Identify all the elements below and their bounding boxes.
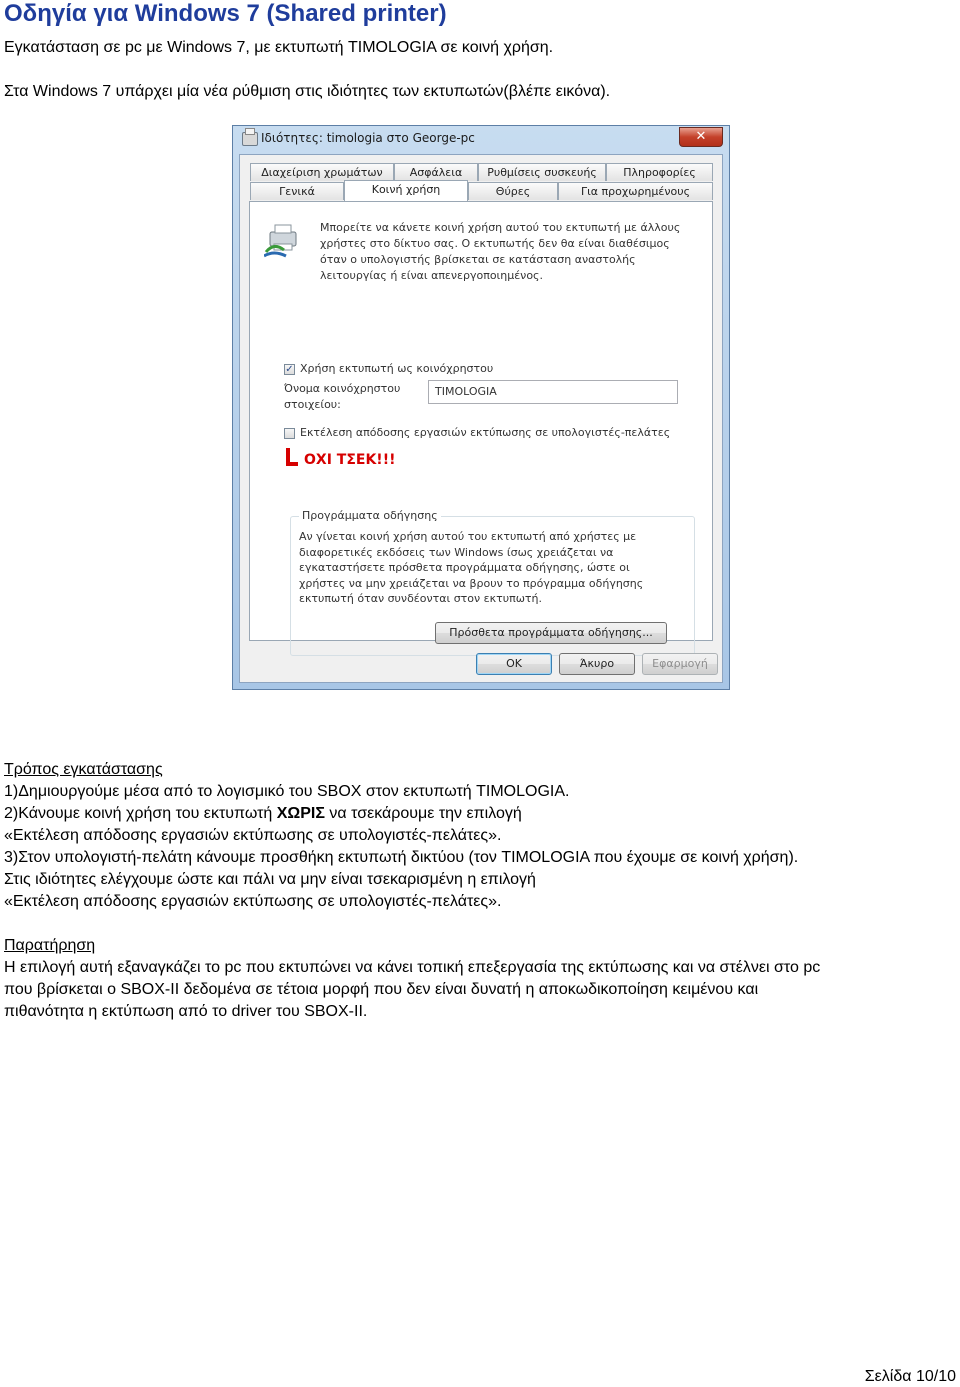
install-heading: Τρόπος εγκατάστασης	[4, 761, 163, 778]
sharing-info-text	[320, 220, 680, 284]
red-l-mark-icon	[286, 448, 290, 466]
document-title: Οδηγία για Windows 7 (Shared printer)	[4, 0, 447, 27]
apply-button[interactable]: Εφαρμογή	[642, 653, 718, 675]
note-heading: Παρατήρηση	[4, 937, 96, 954]
step-3: 3)Στον υπολογιστή-πελάτη κάνουμε προσθήκη εκτυπωτή δικτύου (τον TIMOLOGIA που έχουμε σε κοινή χρήση).	[4, 849, 799, 866]
step-1: 1)Δημιουργούμε μέσα από το λογισμικό του SBOX στον εκτυπωτή TIMOLOGIA.	[4, 783, 570, 800]
drivers-text	[299, 529, 643, 607]
tab-security[interactable]: Ασφάλεια	[394, 163, 478, 181]
intro-line-2: Στα Windows 7 υπάρχει μία νέα ρύθμιση στις ιδιότητες των εκτυπωτών(βλέπε εικόνα).	[4, 83, 611, 100]
no-check-annotation: ΟΧΙ ΤΣΕΚ!!!	[304, 452, 396, 468]
ok-button[interactable]: OK	[476, 653, 552, 675]
additional-drivers-button[interactable]: Πρόσθετα προγράμματα οδήγησης...	[435, 622, 667, 644]
step-2-option: «Εκτέλεση απόδοσης εργασιών εκτύπωσης σε υπολογιστές-πελάτες».	[4, 827, 502, 844]
tab-ports[interactable]: Θύρες	[468, 182, 558, 200]
drivers-group	[290, 509, 695, 656]
dialog-title: Ιδιότητες: timologia στο George-pc	[261, 131, 475, 145]
tab-color-management[interactable]: Διαχείριση χρωμάτων	[250, 163, 394, 181]
share-printer-checkbox[interactable]: ✓	[285, 364, 294, 375]
share-name-label-2: στοιχείου:	[284, 398, 341, 411]
close-button[interactable]: ✕	[679, 127, 723, 147]
sharing-info-line: όταν ο υπολογιστής βρίσκεται σε κατάσταση αναστολής	[320, 253, 636, 266]
printer-icon	[242, 132, 258, 146]
share-name-input[interactable]: TIMOLOGIA	[428, 380, 678, 404]
drivers-line: εκτυπωτή όταν συνδέονται στον εκτυπωτή.	[299, 592, 543, 605]
share-name-label-1: Όνομα κοινόχρηστου	[284, 382, 401, 395]
step-2-text-b: να τσεκάρουμε την επιλογή	[324, 805, 522, 822]
drivers-group-title: Προγράμματα οδήγησης	[299, 509, 441, 522]
step-2	[4, 803, 522, 825]
note-line-3: πιθανότητα η εκτύπωση από το driver του SBOX-II.	[4, 1003, 368, 1020]
page-number: Σελίδα 10/10	[864, 1368, 956, 1385]
step-3-check: Στις ιδιότητες ελέγχουμε ώστε και πάλι να μην είναι τσεκαρισμένη η επιλογή	[4, 871, 536, 888]
step-3-option: «Εκτέλεση απόδοσης εργασιών εκτύπωσης σε υπολογιστές-πελάτες».	[4, 893, 502, 910]
step-2-bold-without: ΧΩΡΙΣ	[276, 805, 325, 822]
drivers-line: Αν γίνεται κοινή χρήση αυτού του εκτυπωτή από χρήστες με	[299, 530, 637, 543]
tab-device-settings[interactable]: Ρυθμίσεις συσκευής	[478, 163, 606, 181]
share-printer-label: Χρήση εκτυπωτή ως κοινόχρηστου	[300, 362, 494, 375]
sharing-info-line: λειτουργίας ή είναι απενεργοποιημένος.	[320, 269, 544, 282]
drivers-line: χρήστες να μην χρειάζεται να βρουν το πρόγραμμα οδήγησης	[299, 576, 644, 590]
sharing-info-line: Μπορείτε να κάνετε κοινή χρήση αυτού του εκτυπωτή με άλλους	[320, 221, 681, 234]
render-client-checkbox[interactable]	[284, 428, 295, 439]
sharing-info-line: χρήστες στο δίκτυο σας. Ο εκτυπωτής δεν θα είναι διαθέσιμος	[320, 237, 670, 250]
step-2-text-a: 2)Κάνουμε κοινή χρήση του εκτυπωτή	[4, 805, 277, 822]
tab-sharing[interactable]: Κοινή χρήση	[344, 180, 468, 201]
tab-information[interactable]: Πληροφορίες	[606, 163, 713, 181]
printer-properties-dialog	[232, 125, 730, 690]
shared-printer-icon	[264, 222, 304, 258]
cancel-button[interactable]: Άκυρο	[559, 653, 635, 675]
note-line-2: που βρίσκεται ο SBOX-II δεδομένα σε τέτοια μορφή που δεν είναι δυνατή η αποκωδικοποίηση κειμένου και	[4, 981, 759, 998]
tab-advanced[interactable]: Για προχωρημένους	[558, 182, 713, 200]
sharing-panel	[249, 201, 713, 641]
intro-line-1: Εγκατάσταση σε pc με Windows 7, με εκτυπωτή TIMOLOGIA σε κοινή χρήση.	[4, 39, 554, 56]
dialog-titlebar	[233, 126, 729, 152]
dialog-body	[239, 154, 723, 683]
tab-general[interactable]: Γενικά	[250, 182, 344, 200]
render-client-label: Εκτέλεση απόδοσης εργασιών εκτύπωσης σε υπολογιστές-πελάτες	[300, 426, 671, 439]
drivers-line: εγκαταστήσετε πρόσθετα προγράμματα οδήγησης, ώστε οι	[299, 561, 630, 574]
drivers-line: διαφορετικές εκδόσεις των Windows ίσως χρειάζεται να	[299, 545, 614, 559]
note-line-1: Η επιλογή αυτή εξαναγκάζει το pc που εκτυπώνει να κάνει τοπική επεξεργασία της εκτύπωσης και να στέλνει στο pc	[4, 959, 821, 976]
